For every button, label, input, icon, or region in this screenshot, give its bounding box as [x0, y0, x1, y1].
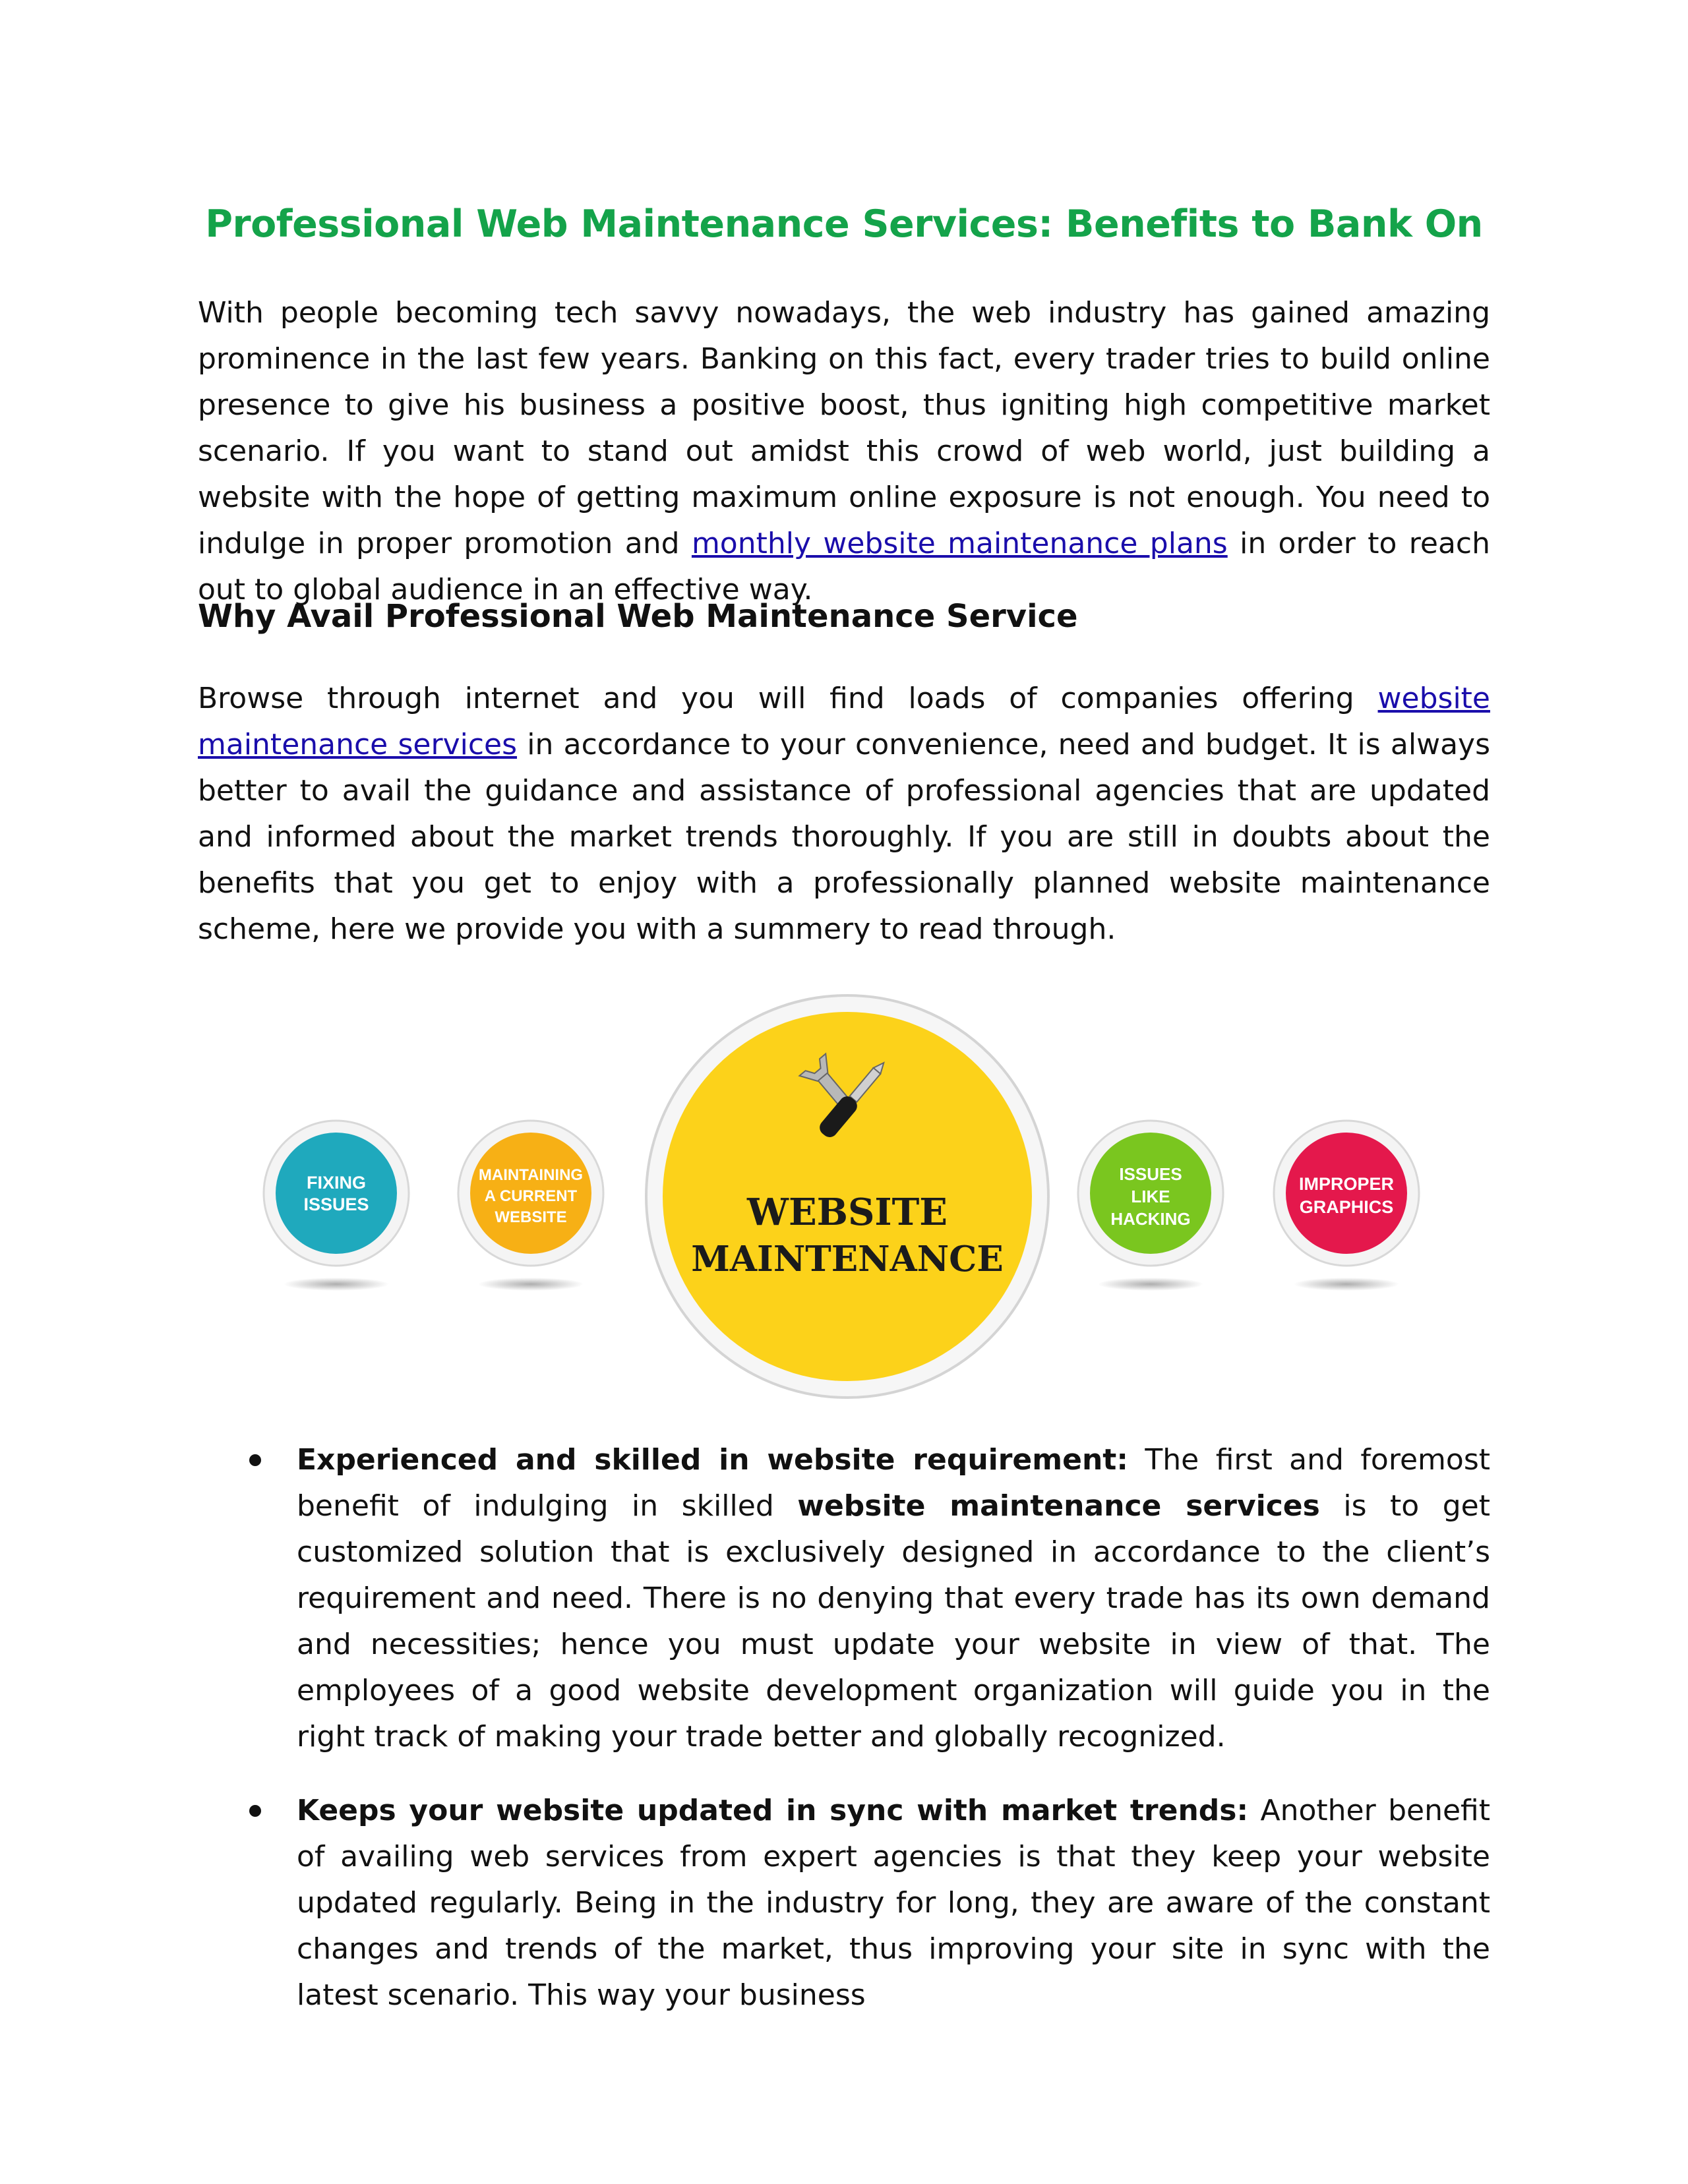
- intro-text-b: in order to reach out to global audience in an effective way.: [198, 527, 1491, 606]
- bullet-dot-icon: [249, 1805, 261, 1817]
- maintenance-diagram-svg: [251, 989, 1437, 1411]
- circle-label-line1: ISSUES: [1119, 1164, 1182, 1184]
- intro-text-a: With people becoming tech savvy nowadays, the web industry has gained amazing prominence in the last few years. Banking on this fact, every trader tries to build online presence to give his business a positive boost, thus igniting high competitive market scenario. If you want to stand out amidst this crowd of web world, just building a website with the hope of getting maximum online exposure is not enough. You need to indulge in proper promotion and: [198, 296, 1490, 560]
- circle-label-line2: A CURRENT: [484, 1187, 578, 1205]
- bullet-bold-inline: website maintenance services: [797, 1489, 1320, 1523]
- circle-label-line2: GRAPHICS: [1299, 1197, 1394, 1217]
- circle-label-line2: ISSUES: [303, 1195, 369, 1214]
- bullet-text-a: The first and foremost benefit of indulging in skilled: [297, 1443, 1490, 1523]
- benefits-list: [297, 1437, 1490, 2046]
- list-item: [297, 1788, 1490, 2019]
- circle-website-maintenance: [646, 995, 1048, 1398]
- maintenance-diagram: [251, 989, 1437, 1411]
- bullet-text-b: is to get customized solution that is exclusively designed in accordance to the client’s requirement and need. There is no denying that every trade has its own demand and necessities; hence you must update your website in view of that. The employees of a good website development organization will guide you in the right track of making your trade better and globally recognized.: [297, 1489, 1491, 1754]
- intro-paragraph: [198, 290, 1490, 613]
- page-title: Professional Web Maintenance Services: Benefits to Bank On: [205, 202, 1483, 246]
- circle-label-line3: WEBSITE: [495, 1208, 567, 1226]
- circle-shadow: [284, 1278, 389, 1291]
- circle-improper-graphics: [1274, 1121, 1419, 1291]
- bullet-title: Experienced and skilled in website requirement:: [297, 1443, 1128, 1477]
- circle-issues-hacking: [1078, 1121, 1223, 1291]
- bullet-title: Keeps your website updated in sync with market trends:: [297, 1794, 1249, 1827]
- section-text-a: Browse through internet and you will find loads of companies offering: [198, 682, 1378, 715]
- center-label-line1: WEBSITE: [747, 1191, 948, 1234]
- circle-shadow: [1098, 1278, 1203, 1291]
- list-item: [297, 1437, 1490, 1760]
- circle-fixing-issues: [264, 1121, 409, 1291]
- circle-fill: [276, 1133, 397, 1254]
- circle-label-line1: FIXING: [306, 1173, 367, 1193]
- section-heading: Why Avail Professional Web Maintenance Service: [198, 598, 1078, 635]
- circle-maintaining-website: [458, 1121, 603, 1291]
- center-label-line2: MAINTENANCE: [691, 1239, 1004, 1280]
- circle-label-line1: MAINTAINING: [478, 1166, 584, 1184]
- bullet-dot-icon: [249, 1454, 261, 1466]
- maintenance-services-link[interactable]: website maintenance services: [198, 682, 1490, 761]
- monthly-maintenance-plans-link[interactable]: monthly website maintenance plans: [691, 527, 1228, 560]
- circle-label-line1: IMPROPER: [1298, 1174, 1395, 1194]
- section-paragraph: [198, 676, 1490, 953]
- bullet-text-a: Another benefit of availing web services from expert agencies is that they keep your website updated regularly. Being in the industry for long, they are aware of the constant changes and trends of the market, thus improving your site in sync with the latest scenario. This way your business: [297, 1794, 1490, 2012]
- circle-shadow: [1294, 1278, 1399, 1291]
- circle-label-line2: LIKE: [1131, 1187, 1170, 1206]
- circle-label-line3: HACKING: [1110, 1209, 1191, 1229]
- circle-shadow: [478, 1278, 584, 1291]
- section-text-b: in accordance to your convenience, need and budget. It is always better to avail the guidance and assistance of professional agencies that are updated and informed about the market trends thoroughly. If you are still in doubts about the benefits that you get to enjoy with a professionally planned website maintenance scheme, here we provide you with a summery to read through.: [198, 728, 1491, 946]
